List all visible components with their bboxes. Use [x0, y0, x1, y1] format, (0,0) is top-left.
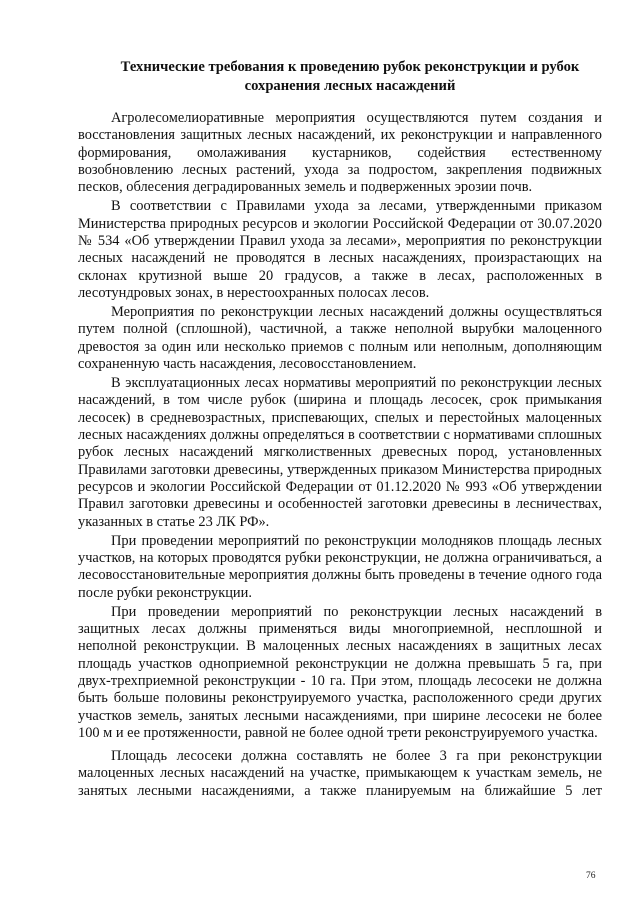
paragraph: Агролесомелиоративные мероприятия осуществляются путем создания и восстановления защитных лесных насаждений, их реконструкции и направленного формирования, омолаживания кустарников, содействия естественному возобновлению лесных растений, ухода за подростом, закрепления подвижных песков, облесения деградированных земель и подверженных эрозии почв. [78, 110, 602, 196]
paragraph: Мероприятия по реконструкции лесных насаждений должны осуществляться путем полной (сплошной), частичной, а также неполной вырубки малоценного древостоя за один или несколько приемов с полным или неполным, дополняющим сохраненную часть насаждения, лесовосстановлением. [78, 304, 602, 372]
paragraph: Площадь лесосеки должна составлять не более 3 га при реконструкции малоценных лесных насаждений на участке, примыкающем к участкам земель, не занятых лесными насаждениями, а также планируемым на ближайшие 5 лет [78, 748, 602, 799]
page-number: 76 [586, 871, 596, 881]
paragraph: В соответствии с Правилами ухода за лесами, утвержденными приказом Министерства природных ресурсов и экологии Российской Федерации от 30.07.2020 № 534 «Об утверждении Правил ухода за лесами», мероприятия по реконструкции лесных насаждений не проводятся в лесных насаждениях, произрастающих на склонах крутизной выше 20 градусов, а также в лесах, расположенных в лесотундровых зонах, в нерестоохранных полосах лесов. [78, 198, 602, 301]
title-line-1: Технические требования к проведению рубок реконструкции и рубок [120, 59, 580, 75]
paragraph: При проведении мероприятий по реконструкции лесных насаждений в защитных лесах должны применяться виды многоприемной, несплошной и неполной реконструкции. В малоценных лесных насаждениях в защитных лесах площадь участков одноприемной реконструкции не должна превышать 5 га, при двух-трехприемной реконструкции - 10 га. При этом, площадь лесосеки не должна быть больше половины реконструируемого участка, расположенного среди других участков земель, занятых лесными насаждениями, при ширине лесосеки не более 100 м и ее протяженности, равной не более одной трети реконструируемого участка. [78, 603, 602, 741]
title-line-2: сохранения лесных насаждений [244, 78, 456, 94]
paragraph: В эксплуатационных лесах нормативы мероприятий по реконструкции лесных насаждений, в том числе рубок (ширина и площадь лесосек, срок примыкания лесосек) в средневозрастных, приспевающих, спелых и перестойных малоценных лесных насаждениях должны определяться в соответствии с нормативами сплошных рубок лесных насаждений мягколиственных древесных пород, установленных Правилами заготовки древесины, утвержденных приказом Министерства природных ресурсов и экологии Российской Федерации от 01.12.2020 № 993 «Об утверждении Правил заготовки древесины и особенностей заготовки древесины в лесничествах, указанных в статье 23 ЛК РФ». [78, 375, 602, 530]
paragraph: При проведении мероприятий по реконструкции молодняков площадь лесных участков, на которых проводятся рубки реконструкции, не должна ограничиваться, а лесовосстановительные мероприятия должны быть проведены в течение одного года после рубки реконструкции. [78, 532, 602, 601]
page-title [100, 58, 600, 96]
document-body [78, 110, 602, 802]
